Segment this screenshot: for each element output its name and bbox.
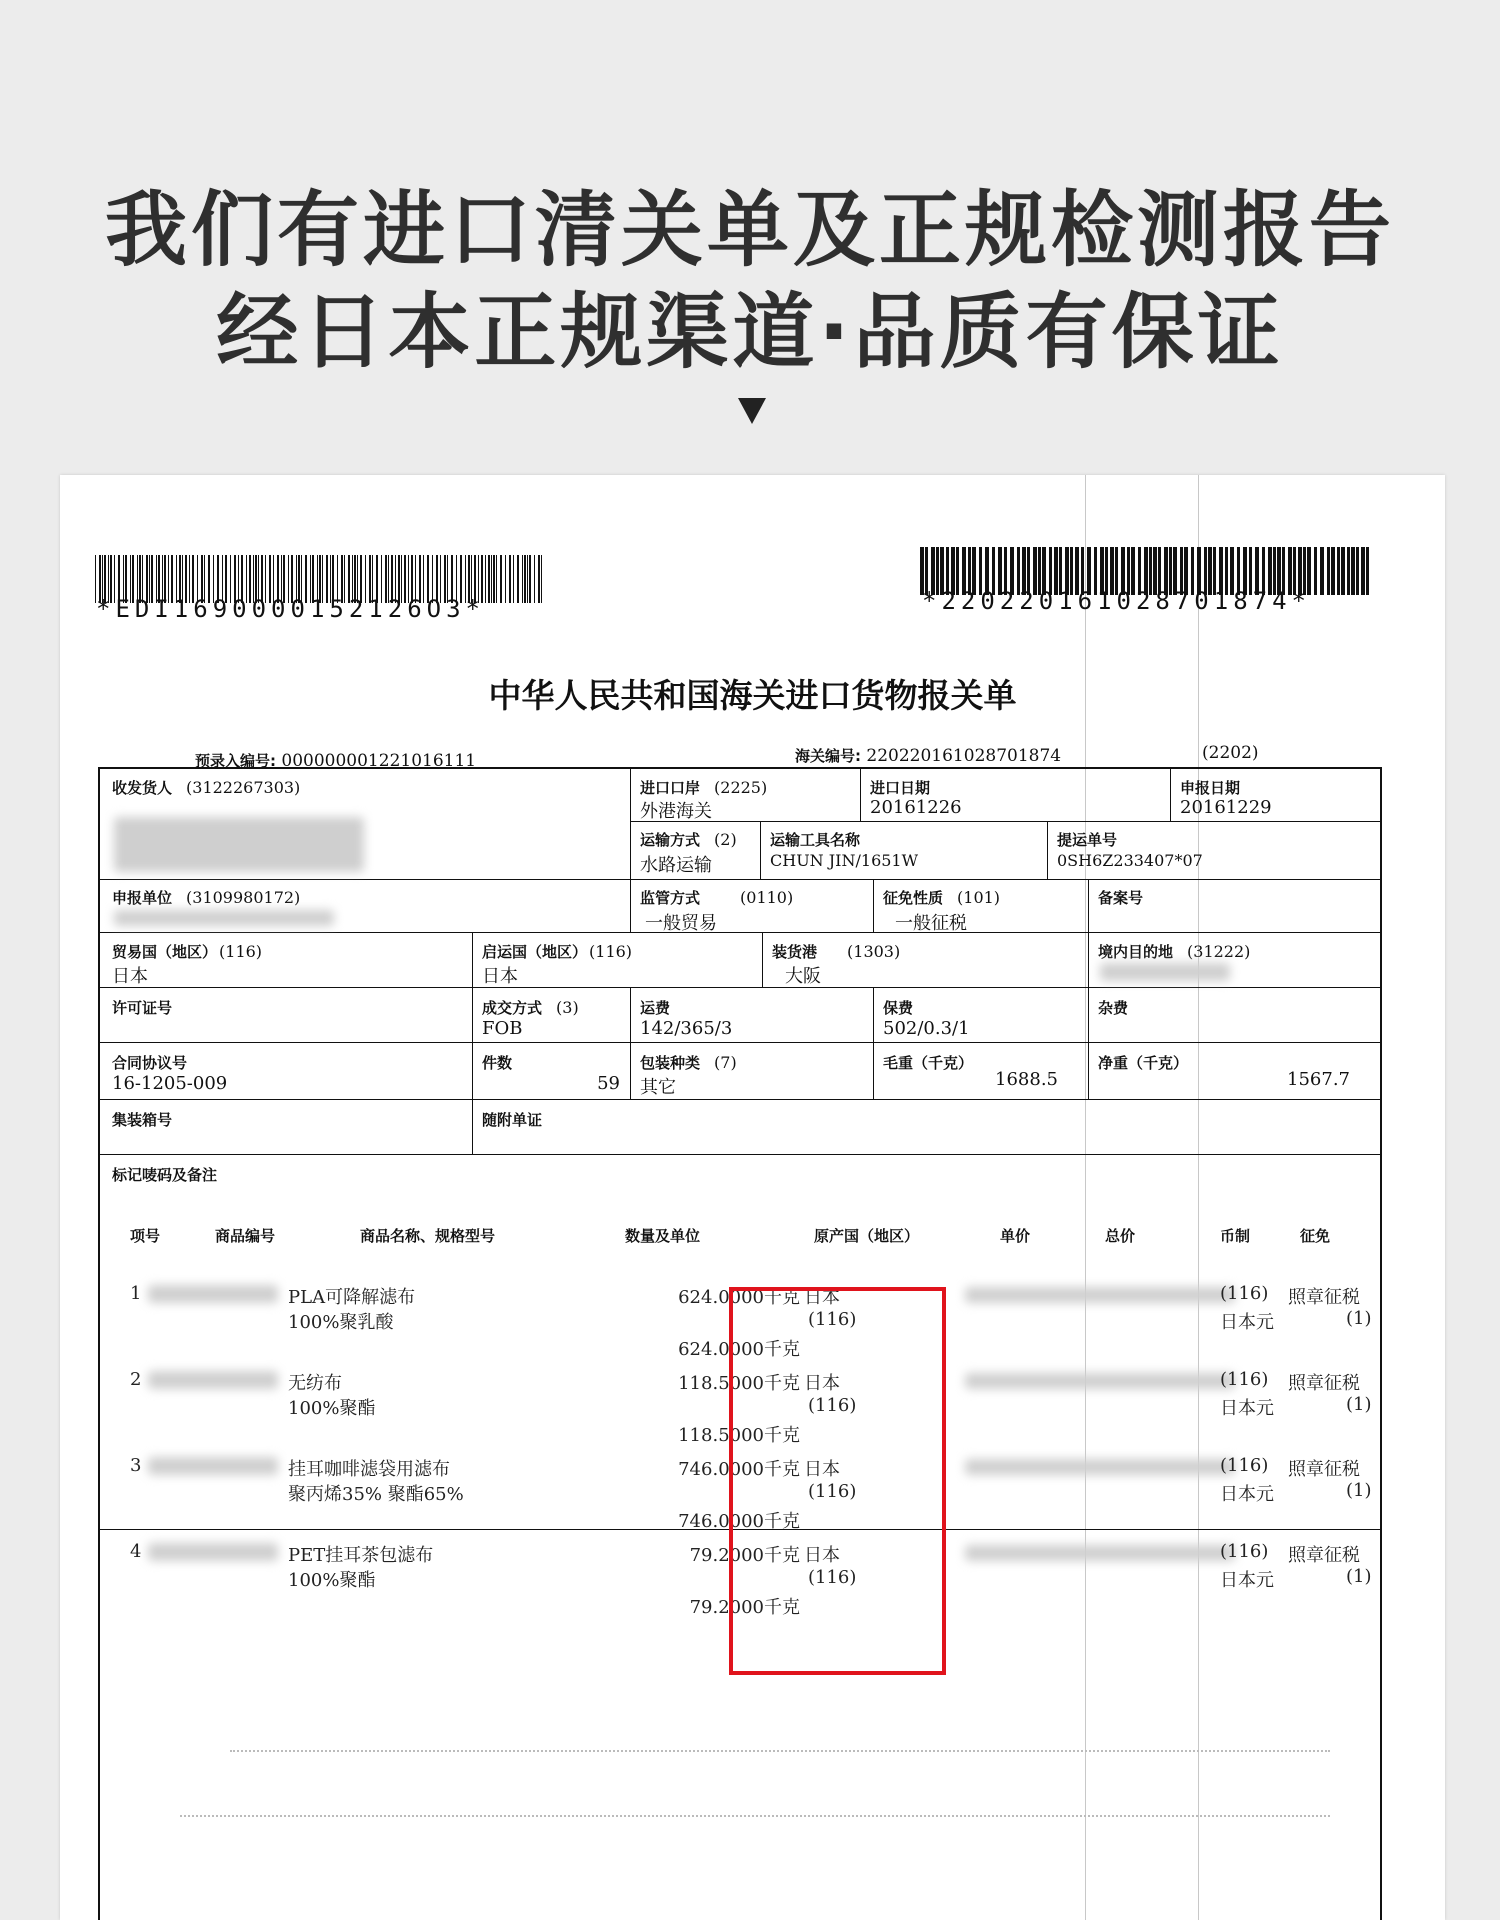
col-origin: 原产国（地区） — [814, 1227, 920, 1245]
consignee-label: 收发货人 (3122267303) — [112, 778, 301, 797]
item-name: PLA可降解滤布 — [288, 1287, 416, 1308]
barcode-left-text: *EDI1690000152126O3* — [96, 595, 485, 623]
vessel-value: CHUN JIN/1651W — [770, 851, 919, 870]
item-spec: 100%聚酯 — [288, 1398, 376, 1419]
freight-label: 运费 — [640, 999, 671, 1017]
item-exemption: 照章征税 — [1288, 1373, 1360, 1394]
gross-weight-label: 毛重（千克） — [883, 1054, 974, 1072]
customs-number-value: 220220161028701874 — [866, 746, 1062, 766]
item-no: 3 — [130, 1455, 142, 1476]
deal-mode-value: FOB — [482, 1018, 523, 1039]
marks-label: 标记唛码及备注 — [112, 1166, 218, 1184]
down-arrow-icon — [738, 398, 766, 424]
bill-no-label: 提运单号 — [1057, 831, 1118, 849]
col-qty: 数量及单位 — [625, 1227, 701, 1245]
net-weight-value: 1567.7 — [1287, 1069, 1350, 1090]
document-title: 中华人民共和国海关进口货物报关单 — [488, 676, 1017, 715]
redacted-declarant — [114, 910, 334, 926]
item-qty-secondary: 79.2000千克 — [689, 1597, 800, 1618]
item-exemption: 照章征税 — [1288, 1459, 1360, 1480]
package-value: 其它 — [640, 1077, 676, 1098]
item-qty-secondary: 746.0000千克 — [678, 1511, 800, 1532]
record-no-label: 备案号 — [1098, 889, 1144, 907]
redacted-price — [965, 1287, 1235, 1303]
col-currency: 币制 — [1220, 1227, 1251, 1245]
item-currency-code: (116) — [1220, 1541, 1269, 1562]
gross-weight-value: 1688.5 — [995, 1069, 1058, 1090]
redacted-consignee — [114, 817, 364, 872]
item-spec: 100%聚酯 — [288, 1570, 376, 1591]
col-unit-price: 单价 — [1000, 1227, 1031, 1245]
supervision-label: 监管方式 (0110) — [640, 888, 794, 907]
redacted-price — [965, 1373, 1235, 1389]
item-spec: 100%聚乳酸 — [288, 1312, 394, 1333]
declarant-label: 申报单位 (3109980172) — [112, 888, 301, 907]
pieces-value: 59 — [597, 1073, 620, 1094]
customs-code: (2202) — [1202, 743, 1259, 763]
item-qty-primary: 624.0000千克 — [678, 1287, 800, 1308]
col-exemption: 征免 — [1300, 1227, 1331, 1245]
freight-value: 142/365/3 — [640, 1018, 733, 1039]
redacted-hs-code — [148, 1543, 278, 1561]
item-origin-code: (116) — [808, 1395, 857, 1416]
item-currency: 日本元 — [1220, 1312, 1274, 1333]
item-currency: 日本元 — [1220, 1484, 1274, 1505]
contract-value: 16-1205-009 — [112, 1073, 228, 1094]
item-origin: 日本 — [804, 1373, 840, 1394]
import-date-value: 20161226 — [870, 797, 962, 818]
pre-entry-label: 预录入编号: — [195, 752, 276, 770]
tax-nature-value: 一般征税 — [895, 913, 967, 934]
item-exemption-code: (1) — [1346, 1308, 1372, 1329]
insurance-label: 保费 — [883, 999, 914, 1017]
container-label: 集装箱号 — [112, 1111, 173, 1129]
redacted-hs-code — [148, 1371, 278, 1389]
loading-port-value: 大阪 — [785, 966, 821, 987]
item-qty-primary: 79.2000千克 — [689, 1545, 800, 1566]
destination-label: 境内目的地 (31222) — [1098, 942, 1251, 961]
deal-mode-label: 成交方式 (3) — [482, 998, 579, 1017]
item-exemption-code: (1) — [1346, 1566, 1372, 1587]
attached-docs-label: 随附单证 — [482, 1111, 543, 1129]
item-currency-code: (116) — [1220, 1283, 1269, 1304]
faint-dotted-line — [180, 1815, 1330, 1817]
trade-country-value: 日本 — [112, 966, 148, 987]
item-name: PET挂耳茶包滤布 — [288, 1545, 434, 1566]
item-exemption-code: (1) — [1346, 1394, 1372, 1415]
item-qty-secondary: 118.5000千克 — [678, 1425, 800, 1446]
col-item-no: 项号 — [130, 1227, 161, 1245]
vessel-label: 运输工具名称 — [770, 831, 861, 849]
net-weight-label: 净重（千克） — [1098, 1054, 1189, 1072]
insurance-value: 502/0.3/1 — [883, 1018, 970, 1039]
item-qty-secondary: 624.0000千克 — [678, 1339, 800, 1360]
origin-country-label: 启运国（地区） (116) — [482, 942, 633, 961]
item-currency: 日本元 — [1220, 1398, 1274, 1419]
package-label: 包装种类 (7) — [640, 1053, 737, 1072]
col-total: 总价 — [1105, 1227, 1136, 1245]
item-currency-code: (116) — [1220, 1455, 1269, 1476]
item-origin-code: (116) — [808, 1567, 857, 1588]
faint-dotted-line — [230, 1750, 1330, 1752]
item-origin: 日本 — [804, 1545, 840, 1566]
item-qty-primary: 118.5000千克 — [678, 1373, 800, 1394]
origin-country-value: 日本 — [482, 966, 518, 987]
bill-no-value: 0SH6Z233407*07 — [1057, 851, 1203, 870]
barcode-right-text: *220220161028701874* — [922, 587, 1311, 615]
import-date-label: 进口日期 — [870, 779, 931, 797]
item-origin: 日本 — [804, 1459, 840, 1480]
item-currency: 日本元 — [1220, 1570, 1274, 1591]
declare-date-value: 20161229 — [1180, 797, 1272, 818]
declare-date-label: 申报日期 — [1180, 779, 1241, 797]
col-hs-code: 商品编号 — [215, 1227, 276, 1245]
pre-entry-value: 000000001221016111 — [281, 751, 477, 771]
item-exemption-code: (1) — [1346, 1480, 1372, 1501]
misc-label: 杂费 — [1098, 999, 1129, 1017]
headline-line-2: 经日本正规渠道·品质有保证 — [216, 285, 1284, 380]
entry-port-label: 进口口岸 (2225) — [640, 778, 768, 797]
item-spec: 聚丙烯35% 聚酯65% — [288, 1484, 464, 1505]
origin-highlight-box — [729, 1287, 946, 1675]
item-name: 挂耳咖啡滤袋用滤布 — [288, 1459, 450, 1480]
redacted-price — [965, 1459, 1235, 1475]
item-currency-code: (116) — [1220, 1369, 1269, 1390]
item-exemption: 照章征税 — [1288, 1287, 1360, 1308]
supervision-value: 一般贸易 — [645, 913, 717, 934]
item-origin: 日本 — [804, 1287, 840, 1308]
redacted-destination — [1100, 963, 1230, 981]
license-label: 许可证号 — [112, 999, 173, 1017]
loading-port-label: 装货港 (1303) — [772, 942, 901, 961]
transport-mode-label: 运输方式 (2) — [640, 830, 737, 849]
item-exemption: 照章征税 — [1288, 1545, 1360, 1566]
item-qty-primary: 746.0000千克 — [678, 1459, 800, 1480]
col-name: 商品名称、规格型号 — [360, 1227, 496, 1245]
entry-port-value: 外港海关 — [640, 801, 712, 822]
redacted-price — [965, 1545, 1235, 1561]
transport-mode-value: 水路运输 — [640, 855, 712, 876]
redacted-hs-code — [148, 1457, 278, 1475]
customs-number — [795, 745, 1061, 766]
item-no: 4 — [130, 1541, 142, 1562]
contract-label: 合同协议号 — [112, 1054, 188, 1072]
pieces-label: 件数 — [482, 1054, 513, 1072]
redacted-hs-code — [148, 1285, 278, 1303]
headline-line-1: 我们有进口清关单及正规检测报告 — [104, 183, 1395, 278]
customs-declaration-document — [60, 475, 1445, 1920]
item-no: 1 — [130, 1283, 142, 1304]
tax-nature-label: 征免性质 (101) — [883, 888, 1001, 907]
customs-number-label: 海关编号: — [795, 747, 861, 765]
item-name: 无纺布 — [288, 1373, 342, 1394]
trade-country-label: 贸易国（地区） (116) — [112, 942, 263, 961]
item-no: 2 — [130, 1369, 142, 1390]
item-origin-code: (116) — [808, 1481, 857, 1502]
item-origin-code: (116) — [808, 1309, 857, 1330]
